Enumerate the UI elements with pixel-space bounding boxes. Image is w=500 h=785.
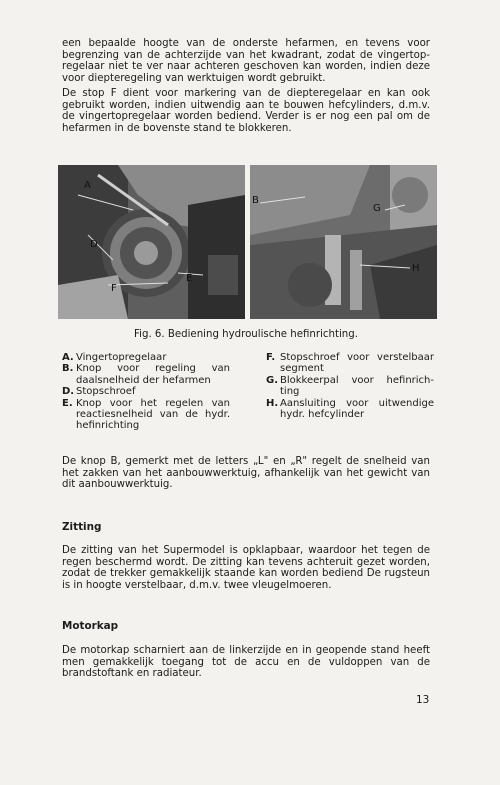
paragraph-stop-f: De stop F dient voor markering van de diepteregelaar en kan ook gebruikt worden, indien uitwendig aan te bouwen hefcylinders, d.m.v. de vingertopregelaar worden bediend. Verder is er nog een pal om de hefarmen in de bovenste stand te blokkeren. xyxy=(62,88,430,134)
paragraph-zitting: De zitting van het Supermodel is opklapbaar, waardoor het tegen de regen beschermd wordt. De zitting kan tevens achteruit gezet worden, zodat de trekker gemakkelijk staande kan worden bediend De rugsteun is in hoogte verstelbaar, d.m.v. twee vleugelmoeren. xyxy=(62,545,430,591)
legend-key: D. xyxy=(62,386,75,398)
heading-motorkap: Motorkap xyxy=(62,620,119,632)
paragraph-quadrant-stop: een bepaalde hoogte van de onderste hefarmen, en tevens voor begrenzing van de achterzijde van het kwadrant, zodat de vingertop-regelaar niet te ver naar achteren geschoven kan worden, indien deze voor diepteregeling van werktuigen wordt gebruikt. xyxy=(62,38,430,84)
legend-item-e xyxy=(62,398,230,432)
figure-label-d: D xyxy=(90,239,98,250)
legend-key: F. xyxy=(266,352,276,363)
legend-key: E. xyxy=(62,397,73,409)
page-number: 13 xyxy=(416,694,430,706)
legend-text: Stopschroef xyxy=(76,386,136,398)
legend-item-h xyxy=(266,398,434,421)
paragraph-motorkap: De motorkap scharniert aan de linkerzijde en in geopende stand heeft men gemakkelijk toegang tot de accu en de vuldoppen van de brandstoftank en radiateur. xyxy=(62,645,430,680)
figure-label-e: E xyxy=(186,273,193,284)
heading-zitting: Zitting xyxy=(62,521,102,533)
legend-item-b xyxy=(62,363,230,386)
legend-item-f xyxy=(266,352,434,375)
photo-right-lift-controls xyxy=(250,165,437,319)
photo-left-lift-controls xyxy=(58,165,245,319)
legend-text: Vingertopregelaar xyxy=(76,352,167,363)
figure-6 xyxy=(58,165,437,319)
figure-label-b: B xyxy=(252,195,259,206)
legend-text: Knop voor regeling van daalsnelheid der hefarmen xyxy=(76,363,230,386)
figure-label-h: H xyxy=(412,263,420,274)
legend-column-left xyxy=(62,352,230,432)
legend-text: Blokkeerpal voor hefinrich-ting xyxy=(280,374,434,398)
legend-key: B. xyxy=(62,363,74,375)
figure-caption: Fig. 6. Bediening hydroulische hefinrichting. xyxy=(134,329,358,340)
figure-label-f: F xyxy=(111,283,117,294)
legend-text: Stopschroef voor verstelbaar segment xyxy=(280,352,434,375)
figure-label-g: G xyxy=(373,203,381,214)
legend-text: Knop voor het regelen van reactiesnelheid van de hydr. hefinrichting xyxy=(76,397,230,432)
legend-column-right xyxy=(266,352,434,432)
legend-item-g xyxy=(266,375,434,398)
figure-label-a: A xyxy=(84,180,91,191)
legend-item-d xyxy=(62,386,230,397)
figure-legend xyxy=(62,352,434,432)
paragraph-knob-b: De knop B, gemerkt met de letters „L" en „R" regelt de snelheid van het zakken van het aanbouwwerktuig, afhankelijk van het gewicht van dit aanbouwwerktuig. xyxy=(62,456,430,491)
legend-key: H. xyxy=(266,397,279,409)
legend-item-a xyxy=(62,352,230,363)
legend-key: G. xyxy=(266,374,279,386)
legend-text: Aansluiting voor uitwendige hydr. hefcylinder xyxy=(280,397,434,421)
legend-key: A. xyxy=(62,352,74,363)
